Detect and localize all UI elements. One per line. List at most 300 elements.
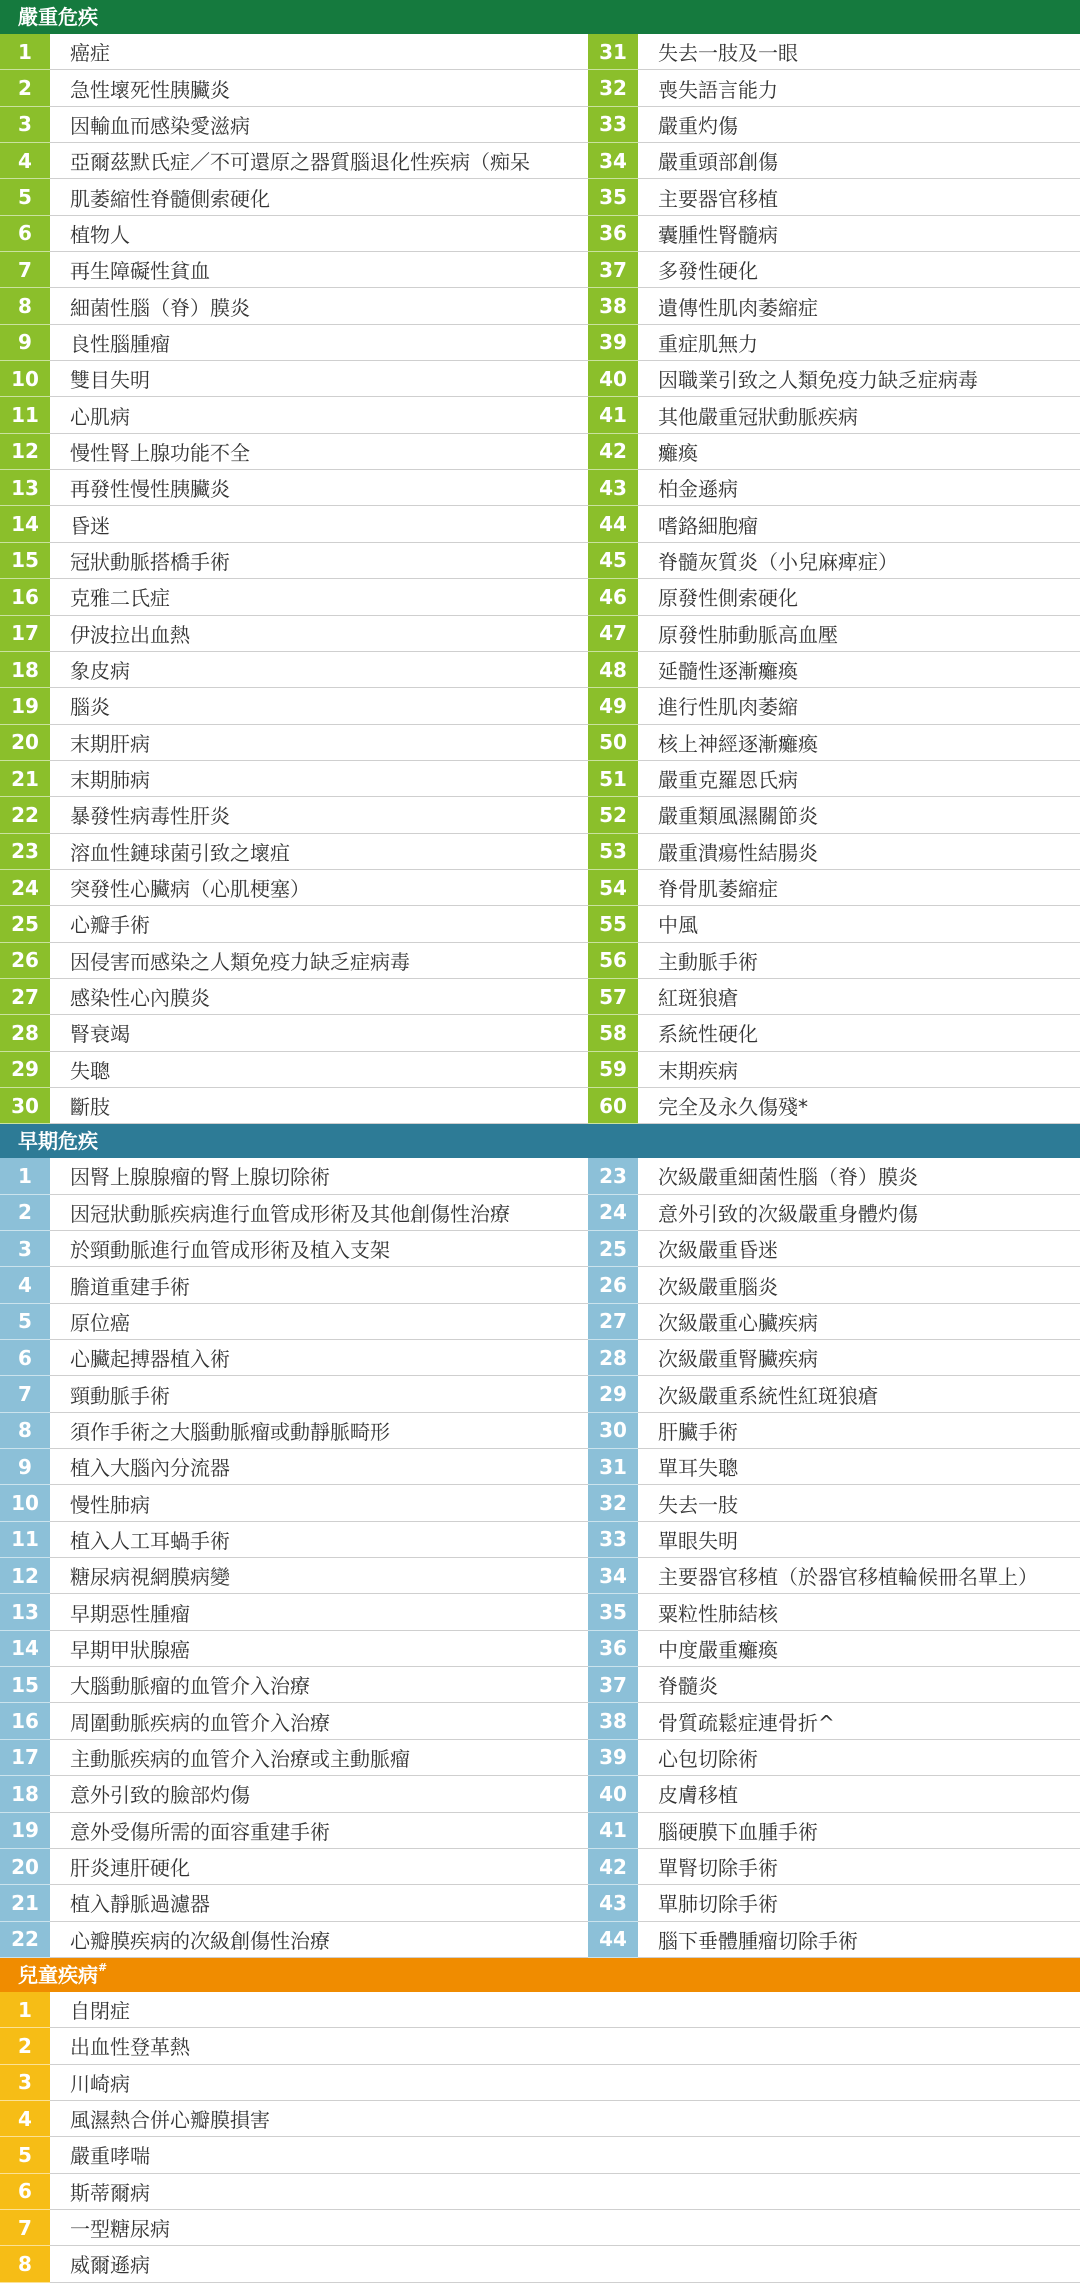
item-label: 腦炎 — [70, 695, 110, 720]
item-label: 暴發性病毒性肝炎 — [70, 804, 230, 829]
list-item — [588, 1340, 1080, 1376]
item-label: 癱瘓 — [658, 440, 698, 465]
item-number: 27 — [588, 1304, 638, 1340]
item-number: 44 — [588, 506, 638, 542]
early-illness-right-column — [588, 1158, 1080, 1958]
list-item — [0, 1231, 588, 1267]
item-label: 嚴重克羅恩氏病 — [658, 768, 798, 793]
list-item — [0, 216, 588, 252]
item-label: 風濕熱合併心瓣膜損害 — [70, 2108, 270, 2133]
item-label: 植物人 — [70, 222, 130, 247]
item-number: 31 — [588, 34, 638, 70]
item-number: 13 — [0, 1594, 50, 1630]
item-label: 進行性肌肉萎縮 — [658, 695, 798, 720]
item-label: 次級嚴重心臟疾病 — [658, 1310, 818, 1335]
item-number: 11 — [0, 1522, 50, 1558]
list-item — [588, 1088, 1080, 1124]
item-label: 嚴重哮喘 — [70, 2144, 150, 2169]
list-item — [588, 1158, 1080, 1194]
item-number: 19 — [0, 1813, 50, 1849]
item-label: 感染性心內膜炎 — [70, 986, 210, 1011]
list-item — [0, 70, 588, 106]
item-label: 植入大腦內分流器 — [70, 1456, 230, 1481]
list-item — [0, 2174, 1080, 2210]
list-item — [588, 1304, 1080, 1340]
item-number: 24 — [0, 870, 50, 906]
item-number: 2 — [0, 2028, 50, 2064]
early-illness-left-column — [0, 1158, 588, 1958]
item-label: 其他嚴重冠狀動脈疾病 — [658, 404, 858, 429]
item-label: 早期惡性腫瘤 — [70, 1601, 190, 1626]
item-number: 49 — [588, 688, 638, 724]
item-number: 36 — [588, 216, 638, 252]
list-item — [0, 1052, 588, 1088]
list-item — [588, 252, 1080, 288]
item-label: 頸動脈手術 — [70, 1383, 170, 1408]
item-number: 31 — [588, 1449, 638, 1485]
list-item — [588, 870, 1080, 906]
item-number: 3 — [0, 2065, 50, 2101]
item-label: 末期疾病 — [658, 1058, 738, 1083]
item-number: 28 — [588, 1340, 638, 1376]
child-illness-column — [0, 1992, 1080, 2283]
item-number: 40 — [588, 1776, 638, 1812]
list-item — [588, 1885, 1080, 1921]
list-item — [588, 1776, 1080, 1812]
list-item — [588, 1594, 1080, 1630]
item-number: 29 — [0, 1052, 50, 1088]
item-label: 單耳失聰 — [658, 1456, 738, 1481]
list-item — [588, 1485, 1080, 1521]
item-number: 32 — [588, 1485, 638, 1521]
list-item — [588, 1740, 1080, 1776]
list-item — [0, 1667, 588, 1703]
item-number: 17 — [0, 616, 50, 652]
item-label: 溶血性鏈球菌引致之壞疽 — [70, 840, 290, 865]
item-number: 5 — [0, 1304, 50, 1340]
item-label: 單腎切除手術 — [658, 1856, 778, 1881]
item-label: 克雅二氏症 — [70, 586, 170, 611]
item-label: 植入靜脈過濾器 — [70, 1892, 210, 1917]
item-label: 中風 — [658, 913, 698, 938]
item-number: 52 — [588, 797, 638, 833]
item-number: 35 — [588, 1594, 638, 1630]
list-item — [0, 1740, 588, 1776]
list-item — [588, 1195, 1080, 1231]
major-illness-section — [0, 0, 1080, 1124]
item-number: 25 — [588, 1231, 638, 1267]
list-item — [0, 1267, 588, 1303]
item-label: 主動脈疾病的血管介入治療或主動脈瘤 — [70, 1746, 410, 1771]
list-item — [588, 616, 1080, 652]
item-label: 囊腫性腎髓病 — [658, 222, 778, 247]
list-item — [0, 397, 588, 433]
child-illness-title: 兒童疾病 — [18, 1962, 98, 1987]
list-item — [588, 1231, 1080, 1267]
list-item — [588, 1376, 1080, 1412]
list-item — [0, 325, 588, 361]
early-illness-table — [0, 1158, 1080, 1958]
list-item — [0, 1088, 588, 1124]
list-item — [0, 2137, 1080, 2173]
list-item — [0, 1304, 588, 1340]
list-item — [0, 1015, 588, 1051]
item-label: 原位癌 — [70, 1310, 130, 1335]
item-number: 53 — [588, 834, 638, 870]
list-item — [588, 470, 1080, 506]
list-item — [588, 906, 1080, 942]
list-item — [588, 1813, 1080, 1849]
item-number: 1 — [0, 1158, 50, 1194]
list-item — [0, 1449, 588, 1485]
item-label: 伊波拉出血熱 — [70, 622, 190, 647]
list-item — [0, 1594, 588, 1630]
item-number: 11 — [0, 397, 50, 433]
item-label: 嚴重頭部創傷 — [658, 150, 778, 175]
list-item — [588, 1052, 1080, 1088]
list-item — [588, 1703, 1080, 1739]
item-label: 肝臟手術 — [658, 1419, 738, 1444]
item-number: 20 — [0, 1849, 50, 1885]
list-item — [588, 1522, 1080, 1558]
list-item — [0, 2210, 1080, 2246]
item-number: 48 — [588, 652, 638, 688]
item-label: 骨質疏鬆症連骨折^ — [658, 1710, 835, 1735]
list-item — [588, 288, 1080, 324]
list-item — [0, 1158, 588, 1194]
list-item — [0, 361, 588, 397]
list-item — [588, 434, 1080, 470]
child-illness-title-mark: # — [98, 1960, 108, 1974]
item-number: 41 — [588, 397, 638, 433]
item-label: 單肺切除手術 — [658, 1892, 778, 1917]
list-item — [588, 652, 1080, 688]
item-number: 24 — [588, 1195, 638, 1231]
item-label: 重症肌無力 — [658, 331, 758, 356]
list-item — [588, 361, 1080, 397]
item-number: 37 — [588, 252, 638, 288]
item-number: 37 — [588, 1667, 638, 1703]
list-item — [588, 34, 1080, 70]
list-item — [0, 761, 588, 797]
item-number: 2 — [0, 1195, 50, 1231]
list-item — [0, 870, 588, 906]
list-item — [0, 543, 588, 579]
list-item — [0, 1195, 588, 1231]
item-label: 一型糖尿病 — [70, 2217, 170, 2242]
child-illness-table — [0, 1992, 1080, 2283]
early-illness-title: 早期危疾 — [18, 1129, 98, 1154]
item-number: 54 — [588, 870, 638, 906]
item-label: 心瓣手術 — [70, 913, 150, 938]
item-number: 51 — [588, 761, 638, 797]
list-item — [0, 688, 588, 724]
item-label: 亞爾茲默氏症／不可還原之器質腦退化性疾病（痴呆 — [70, 150, 530, 175]
item-label: 延髓性逐漸癱瘓 — [658, 659, 798, 684]
item-number: 21 — [0, 761, 50, 797]
list-item — [588, 943, 1080, 979]
item-number: 46 — [588, 579, 638, 615]
item-number: 20 — [0, 725, 50, 761]
item-number: 12 — [0, 434, 50, 470]
list-item — [588, 506, 1080, 542]
list-item — [0, 288, 588, 324]
item-number: 2 — [0, 70, 50, 106]
item-label: 肝炎連肝硬化 — [70, 1856, 190, 1881]
item-number: 43 — [588, 470, 638, 506]
list-item — [0, 470, 588, 506]
item-number: 43 — [588, 1885, 638, 1921]
early-illness-header — [0, 1124, 1080, 1158]
list-item — [0, 506, 588, 542]
list-item — [588, 1631, 1080, 1667]
item-label: 因職業引致之人類免疫力缺乏症病毒 — [658, 368, 978, 393]
list-item — [0, 1776, 588, 1812]
list-item — [588, 688, 1080, 724]
item-number: 17 — [0, 1740, 50, 1776]
item-label: 脊骨肌萎縮症 — [658, 877, 778, 902]
item-label: 嗜鉻細胞瘤 — [658, 513, 758, 538]
item-number: 57 — [588, 979, 638, 1015]
item-label: 原發性肺動脈高血壓 — [658, 622, 838, 647]
item-label: 周圍動脈疾病的血管介入治療 — [70, 1710, 330, 1735]
item-label: 細菌性腦（脊）膜炎 — [70, 295, 250, 320]
major-illness-header — [0, 0, 1080, 34]
item-label: 象皮病 — [70, 659, 130, 684]
item-number: 15 — [0, 1667, 50, 1703]
list-item — [588, 579, 1080, 615]
list-item — [0, 2028, 1080, 2064]
list-item — [0, 906, 588, 942]
item-label: 急性壞死性胰臟炎 — [70, 77, 230, 102]
item-label: 末期肺病 — [70, 768, 150, 793]
item-label: 主動脈手術 — [658, 949, 758, 974]
item-number: 26 — [588, 1267, 638, 1303]
list-item — [588, 1015, 1080, 1051]
major-illness-title: 嚴重危疾 — [18, 5, 98, 29]
item-number: 4 — [0, 2101, 50, 2137]
list-item — [0, 1413, 588, 1449]
item-label: 主要器官移植 — [658, 186, 778, 211]
item-number: 25 — [0, 906, 50, 942]
item-label: 冠狀動脈搭橋手術 — [70, 549, 230, 574]
item-number: 14 — [0, 506, 50, 542]
list-item — [588, 979, 1080, 1015]
item-number: 42 — [588, 1849, 638, 1885]
item-number: 10 — [0, 361, 50, 397]
item-number: 35 — [588, 179, 638, 215]
item-label: 於頸動脈進行血管成形術及植入支架 — [70, 1238, 390, 1263]
list-item — [0, 1522, 588, 1558]
list-item — [0, 1885, 588, 1921]
item-number: 14 — [0, 1631, 50, 1667]
item-number: 30 — [588, 1413, 638, 1449]
list-item — [0, 1992, 1080, 2028]
list-item — [588, 725, 1080, 761]
item-number: 38 — [588, 288, 638, 324]
item-number: 50 — [588, 725, 638, 761]
list-item — [0, 1340, 588, 1376]
item-label: 昏迷 — [70, 513, 110, 538]
item-label: 因冠狀動脈疾病進行血管成形術及其他創傷性治療 — [70, 1201, 510, 1226]
item-number: 42 — [588, 434, 638, 470]
child-illness-section — [0, 1958, 1080, 2283]
item-number: 3 — [0, 107, 50, 143]
list-item — [0, 1849, 588, 1885]
item-label: 末期肝病 — [70, 731, 150, 756]
item-label: 心肌病 — [70, 404, 130, 429]
item-label: 次級嚴重系統性紅斑狼瘡 — [658, 1383, 878, 1408]
list-item — [0, 2065, 1080, 2101]
item-label: 心臟起搏器植入術 — [70, 1347, 230, 1372]
list-item — [0, 834, 588, 870]
item-number: 28 — [0, 1015, 50, 1051]
item-number: 21 — [0, 1885, 50, 1921]
item-number: 39 — [588, 1740, 638, 1776]
item-label: 核上神經逐漸癱瘓 — [658, 731, 818, 756]
item-label: 出血性登革熱 — [70, 2035, 190, 2060]
item-number: 34 — [588, 143, 638, 179]
item-label: 腎衰竭 — [70, 1022, 130, 1047]
list-item — [588, 325, 1080, 361]
list-item — [0, 1703, 588, 1739]
list-item — [0, 652, 588, 688]
list-item — [0, 579, 588, 615]
item-label: 次級嚴重腎臟疾病 — [658, 1347, 818, 1372]
major-illness-left-column — [0, 34, 588, 1124]
item-label: 主要器官移植（於器官移植輪候冊名單上） — [658, 1565, 1038, 1590]
item-label: 次級嚴重腦炎 — [658, 1274, 778, 1299]
item-number: 15 — [0, 543, 50, 579]
list-item — [0, 616, 588, 652]
item-label: 斯蒂爾病 — [70, 2180, 150, 2205]
item-label: 肌萎縮性脊髓側索硬化 — [70, 186, 270, 211]
item-label: 失去一肢及一眼 — [658, 41, 798, 66]
item-label: 川崎病 — [70, 2071, 130, 2096]
list-item — [588, 143, 1080, 179]
item-label: 慢性腎上腺功能不全 — [70, 440, 250, 465]
list-item — [588, 397, 1080, 433]
major-illness-right-column — [588, 34, 1080, 1124]
list-item — [0, 1813, 588, 1849]
item-label: 嚴重灼傷 — [658, 113, 738, 138]
item-number: 30 — [0, 1088, 50, 1124]
item-number: 27 — [0, 979, 50, 1015]
item-number: 7 — [0, 252, 50, 288]
item-number: 23 — [0, 834, 50, 870]
list-item — [588, 797, 1080, 833]
item-label: 威爾遜病 — [70, 2253, 150, 2278]
item-label: 因腎上腺腺瘤的腎上腺切除術 — [70, 1165, 330, 1190]
item-number: 5 — [0, 179, 50, 215]
list-item — [0, 979, 588, 1015]
item-number: 16 — [0, 1703, 50, 1739]
item-label: 次級嚴重細菌性腦（脊）膜炎 — [658, 1165, 918, 1190]
item-number: 18 — [0, 652, 50, 688]
early-illness-section — [0, 1124, 1080, 1958]
item-number: 41 — [588, 1813, 638, 1849]
item-label: 因侵害而感染之人類免疫力缺乏症病毒 — [70, 949, 410, 974]
item-label: 心包切除術 — [658, 1746, 758, 1771]
item-number: 8 — [0, 1413, 50, 1449]
item-label: 失去一肢 — [658, 1492, 738, 1517]
item-label: 多發性硬化 — [658, 259, 758, 284]
item-label: 系統性硬化 — [658, 1022, 758, 1047]
item-label: 意外引致的臉部灼傷 — [70, 1783, 250, 1808]
item-label: 斷肢 — [70, 1095, 110, 1120]
item-label: 自閉症 — [70, 1999, 130, 2024]
item-number: 5 — [0, 2137, 50, 2173]
item-label: 失聰 — [70, 1058, 110, 1083]
item-label: 突發性心臟病（心肌梗塞） — [70, 877, 310, 902]
item-number: 1 — [0, 1992, 50, 2028]
item-label: 意外受傷所需的面容重建手術 — [70, 1819, 330, 1844]
item-number: 59 — [588, 1052, 638, 1088]
item-number: 39 — [588, 325, 638, 361]
list-item — [588, 1558, 1080, 1594]
item-number: 32 — [588, 70, 638, 106]
item-label: 慢性肺病 — [70, 1492, 150, 1517]
list-item — [0, 34, 588, 70]
item-label: 再發性慢性胰臟炎 — [70, 477, 230, 502]
item-label: 意外引致的次級嚴重身體灼傷 — [658, 1201, 918, 1226]
major-illness-table — [0, 34, 1080, 1124]
item-number: 38 — [588, 1703, 638, 1739]
item-number: 26 — [0, 943, 50, 979]
item-label: 粟粒性肺結核 — [658, 1601, 778, 1626]
item-label: 須作手術之大腦動脈瘤或動靜脈畸形 — [70, 1419, 390, 1444]
list-item — [0, 1558, 588, 1594]
item-number: 22 — [0, 797, 50, 833]
list-item — [588, 1413, 1080, 1449]
list-item — [588, 1849, 1080, 1885]
item-label: 遺傳性肌肉萎縮症 — [658, 295, 818, 320]
item-number: 55 — [588, 906, 638, 942]
item-number: 44 — [588, 1922, 638, 1958]
list-item — [0, 2101, 1080, 2137]
item-number: 58 — [588, 1015, 638, 1051]
item-number: 4 — [0, 143, 50, 179]
item-number: 29 — [588, 1376, 638, 1412]
item-label: 完全及永久傷殘* — [658, 1095, 808, 1120]
item-number: 18 — [0, 1776, 50, 1812]
list-item — [0, 1631, 588, 1667]
item-number: 40 — [588, 361, 638, 397]
item-label: 中度嚴重癱瘓 — [658, 1637, 778, 1662]
item-number: 33 — [588, 1522, 638, 1558]
item-label: 次級嚴重昏迷 — [658, 1238, 778, 1263]
item-label: 再生障礙性貧血 — [70, 259, 210, 284]
item-label: 喪失語言能力 — [658, 77, 778, 102]
item-number: 7 — [0, 1376, 50, 1412]
item-number: 34 — [588, 1558, 638, 1594]
item-label: 植入人工耳蝸手術 — [70, 1528, 230, 1553]
item-label: 紅斑狼瘡 — [658, 986, 738, 1011]
item-number: 8 — [0, 2246, 50, 2282]
list-item — [0, 797, 588, 833]
item-number: 6 — [0, 216, 50, 252]
item-number: 60 — [588, 1088, 638, 1124]
item-number: 6 — [0, 1340, 50, 1376]
item-number: 9 — [0, 1449, 50, 1485]
item-number: 45 — [588, 543, 638, 579]
list-item — [0, 2246, 1080, 2282]
item-label: 雙目失明 — [70, 368, 150, 393]
item-label: 嚴重類風濕關節炎 — [658, 804, 818, 829]
item-number: 47 — [588, 616, 638, 652]
item-number: 23 — [588, 1158, 638, 1194]
item-number: 13 — [0, 470, 50, 506]
